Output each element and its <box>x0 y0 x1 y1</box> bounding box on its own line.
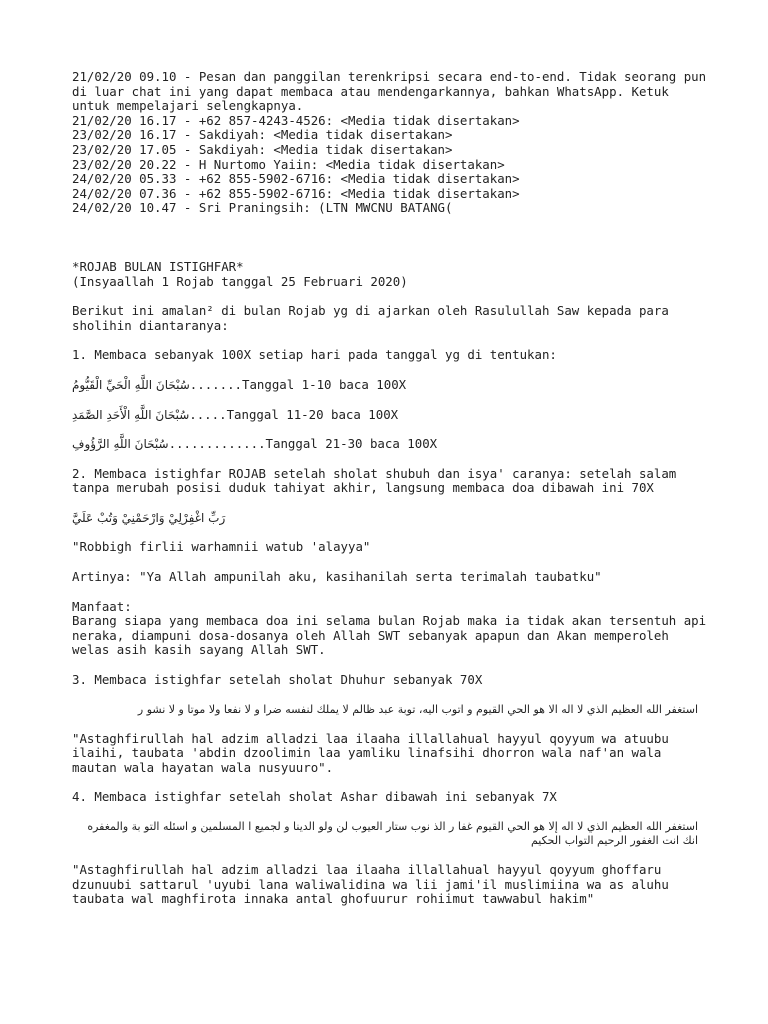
item3-arabic: استغفر الله العظيم الذي لا اله الا هو الحي القيوم و اتوب اليه، توبة عبد ظالم لا يملك لنفسه ضرا و لا نفعا ولا موتا و لا نشو ر <box>137 702 698 716</box>
item2-meaning: Artinya: "Ya Allah ampunilah aku, kasihanilah serta terimalah taubatku" <box>72 569 602 585</box>
intro-paragraph: Berikut ini amalan² di bulan Rojab yg di ajarkan oleh Rasulullah Saw kepada para sholihin diantaranya: <box>72 303 677 333</box>
item3-latin: "Astaghfirullah hal adzim alladzi laa ilaaha illallahual hayyul qoyyum wa atuubu ilaihi, taubata 'abdin dzoolimin laa yamliku linafsihi dhorron wala naf'an wala mautan wala hayatan wala nusyuuro". <box>72 730 677 775</box>
chat-log-line: 23/02/20 20.22 - H Nurtomo Yaiin: <Media tidak disertakan> <box>72 156 505 172</box>
item1-row <box>72 378 712 393</box>
item3-heading: 3. Membaca istighfar setelah sholat Dhuhur sebanyak 70X <box>72 672 483 688</box>
chat-log <box>72 70 712 216</box>
item2-latin: "Robbigh firlii warhamnii watub 'alayya" <box>72 539 371 555</box>
chat-log-line: 24/02/20 05.33 - +62 855-5902-6716: <Media tidak disertakan> <box>72 171 520 187</box>
item1-row <box>72 408 712 423</box>
item2-arabic: رَبِّ اغْفِرْلِيْ وَارْحَمْنِيْ وَتُبْ عَلَيَّ <box>72 510 226 525</box>
arabic-text: سُبْحَانَ اللَّهِ الْأَحَدِ الصَّمَدِ <box>72 407 190 422</box>
document-subtitle: (Insyaallah 1 Rojab tanggal 25 Februari 2020) <box>72 273 408 289</box>
chat-log-line: 21/02/20 16.17 - +62 857-4243-4526: <Media tidak disertakan> <box>72 112 520 128</box>
chat-log-line: 21/02/20 09.10 - Pesan dan panggilan terenkripsi secara end-to-end. Tidak seorang pun di luar chat ini yang dapat membaca atau mendengarkannya, bahkan WhatsApp. Ketuk untuk mempelajari selengkapnya. <box>72 69 714 114</box>
item2-heading: 2. Membaca istighfar ROJAB setelah sholat shubuh dan isya' caranya: setelah salam tanpa merubah posisi duduk tahiyat akhir, langsung membaca doa dibawah ini 70X <box>72 465 684 496</box>
row-text: .............Tanggal 21-30 baca 100X <box>168 436 438 452</box>
item4-latin: "Astaghfirullah hal adzim alladzi laa ilaaha illallahual hayyul qoyyum ghoffaru dzunuubi sattarul 'uyubi lana waliwalidina wa lii jami'il muslimiina wa as aluhu taubata wal maghfirota innaka antal ghofuurur rohiimut tawwabul hakim" <box>72 862 677 907</box>
chat-log-line: 24/02/20 07.36 - +62 855-5902-6716: <Media tidak disertakan> <box>72 185 520 201</box>
item1-heading: 1. Membaca sebanyak 100X setiap hari pada tanggal yg di tentukan: <box>72 347 557 363</box>
chat-log-line: 23/02/20 16.17 - Sakdiyah: <Media tidak disertakan> <box>72 127 453 143</box>
item4-heading: 4. Membaca istighfar setelah sholat Ashar dibawah ini sebanyak 7X <box>72 789 557 805</box>
spacer <box>72 216 712 260</box>
row-text: .....Tanggal 11-20 baca 100X <box>189 406 399 422</box>
arabic-text: سُبْحَانَ اللَّهِ الْحَيِّ الْقَيُّومُ <box>72 377 190 392</box>
chat-log-line: 24/02/20 10.47 - Sri Praningsih: (LTN MWCNU BATANG( <box>72 200 453 216</box>
document-page <box>72 70 712 907</box>
item4-arabic: استغفر الله العظيم الذي لا اله إلا هو الحي القيوم غفا ر الذ نوب ستار العيوب لن ولو الدينا و لجميع ا المسلمين و اسئله التو بة والمغفره انك انت الغفور الرحيم التواب الحكيم <box>87 820 698 847</box>
arabic-text: سُبْحَانَ اللَّهِ الرَّؤُوفِ <box>72 437 169 452</box>
manfaat-label: Manfaat: <box>72 598 132 614</box>
manfaat-text: Barang siapa yang membaca doa ini selama bulan Rojab maka ia tidak akan tersentuh api neraka, diampuni dosa-dosanya oleh Allah SWT sebanyak apapun dan Akan memperoleh welas asih kasih sayang Allah SWT. <box>72 613 714 658</box>
document-title: *ROJAB BULAN ISTIGHFAR* <box>72 258 244 274</box>
chat-log-line: 23/02/20 17.05 - Sakdiyah: <Media tidak disertakan> <box>72 141 453 157</box>
row-text: .......Tanggal 1-10 baca 100X <box>189 376 407 392</box>
item1-row <box>72 437 712 452</box>
